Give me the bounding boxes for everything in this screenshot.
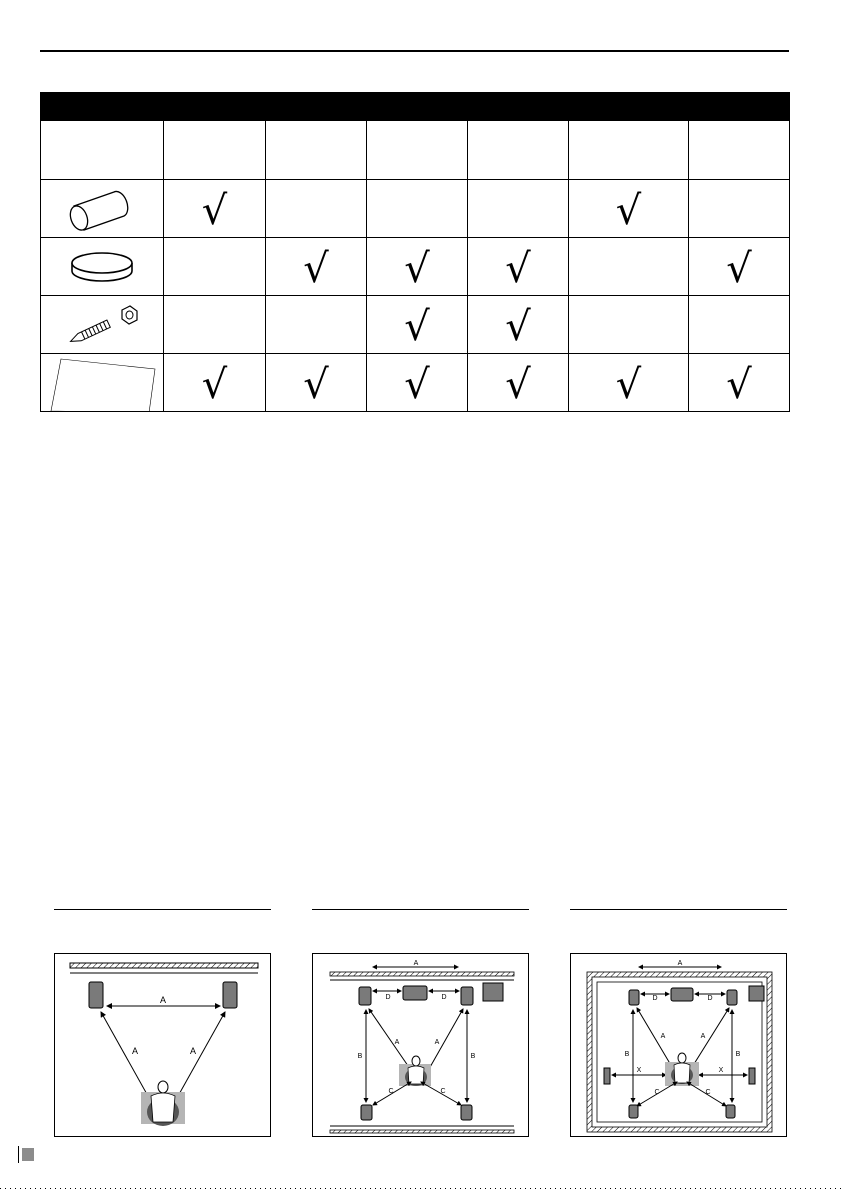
- seven-channel-setup-drawing: [571, 954, 788, 1138]
- distance-label: B: [735, 1051, 741, 1058]
- check-mark: √: [201, 187, 228, 234]
- round-pad-icon: [62, 245, 142, 289]
- five-channel-setup-diagram: [312, 953, 529, 1137]
- check-mark: √: [505, 361, 531, 408]
- check-cell: [367, 238, 468, 296]
- top-rule: [40, 50, 789, 52]
- distance-label: D: [385, 994, 391, 1001]
- check-cell: [164, 354, 266, 412]
- check-cell: [164, 238, 266, 296]
- distance-label: B: [624, 1051, 630, 1058]
- distance-label: D: [441, 994, 447, 1001]
- corner-cell: [41, 121, 164, 180]
- diagram-title-rule: [570, 909, 787, 910]
- check-cell: [367, 180, 468, 238]
- check-cell: [569, 296, 689, 354]
- check-mark: √: [615, 187, 642, 234]
- diagram-title-rule: [312, 909, 529, 910]
- item-icon-cell: [41, 180, 164, 238]
- distance-label: A: [159, 995, 167, 1005]
- bottom-dotted-edge: [0, 1188, 843, 1189]
- check-cell: [468, 238, 569, 296]
- check-cell: [266, 180, 367, 238]
- table-row: [41, 296, 790, 354]
- check-mark: √: [404, 361, 430, 408]
- check-mark: √: [303, 361, 329, 408]
- check-cell: [689, 354, 790, 412]
- check-cell: [367, 296, 468, 354]
- check-mark: √: [505, 245, 531, 292]
- column-header: [367, 121, 468, 180]
- check-cell: [367, 354, 468, 412]
- item-icon-cell: [41, 238, 164, 296]
- check-mark: √: [303, 245, 329, 292]
- spike-and-nut-icon: [60, 300, 144, 350]
- distance-label: A: [394, 1039, 400, 1046]
- stereo-setup-diagram: [54, 953, 271, 1137]
- cylinder-foot-icon: [62, 184, 142, 234]
- column-header: [468, 121, 569, 180]
- distance-label: A: [677, 960, 683, 967]
- distance-label: X: [636, 1067, 642, 1074]
- table-header-band: [41, 93, 790, 121]
- check-cell: [468, 296, 569, 354]
- page-marker-line: [18, 1146, 19, 1163]
- check-cell: [569, 354, 689, 412]
- table-row: [41, 238, 790, 296]
- distance-label: C: [440, 1088, 446, 1095]
- check-mark: √: [726, 245, 752, 292]
- distance-label: A: [189, 1046, 197, 1056]
- check-mark: √: [615, 361, 642, 408]
- check-cell: [164, 296, 266, 354]
- check-cell: [689, 296, 790, 354]
- check-mark: √: [404, 303, 430, 350]
- distance-label: A: [700, 1033, 706, 1040]
- check-cell: [266, 354, 367, 412]
- check-cell: [468, 180, 569, 238]
- item-icon-cell: [41, 296, 164, 354]
- distance-label: A: [660, 1033, 666, 1040]
- accessories-table: [40, 92, 790, 412]
- table-header-band-cell: [41, 93, 790, 121]
- distance-label: A: [413, 960, 419, 967]
- column-header: [164, 121, 266, 180]
- column-header: [569, 121, 689, 180]
- check-cell: [689, 238, 790, 296]
- distance-label: A: [131, 1046, 139, 1056]
- distance-label: A: [434, 1039, 440, 1046]
- distance-label: D: [707, 995, 713, 1002]
- check-cell: [468, 354, 569, 412]
- distance-label: B: [470, 1053, 476, 1060]
- page-marker: [22, 1148, 34, 1161]
- distance-label: C: [705, 1089, 711, 1096]
- check-mark: √: [726, 361, 752, 408]
- check-cell: [164, 180, 266, 238]
- five-channel-setup-drawing: [313, 954, 530, 1138]
- distance-label: X: [718, 1067, 724, 1074]
- column-header: [266, 121, 367, 180]
- stereo-setup-drawing: [55, 954, 272, 1138]
- distance-label: C: [388, 1088, 394, 1095]
- table-row: [41, 354, 790, 412]
- check-mark: √: [201, 361, 228, 408]
- distance-label: C: [654, 1089, 660, 1096]
- distance-label: D: [652, 995, 658, 1002]
- seven-channel-setup-diagram: [570, 953, 787, 1137]
- diagram-title-rule: [54, 909, 271, 910]
- item-icon-cell: [41, 354, 164, 412]
- table-column-header-row: [41, 121, 790, 180]
- column-header: [689, 121, 790, 180]
- check-cell: [689, 180, 790, 238]
- check-cell: [266, 296, 367, 354]
- check-cell: [569, 238, 689, 296]
- check-mark: √: [505, 303, 531, 350]
- paper-sheet-icon: [47, 355, 157, 411]
- table-row: [41, 180, 790, 238]
- check-mark: √: [404, 245, 430, 292]
- distance-label: B: [357, 1053, 363, 1060]
- check-cell: [569, 180, 689, 238]
- check-cell: [266, 238, 367, 296]
